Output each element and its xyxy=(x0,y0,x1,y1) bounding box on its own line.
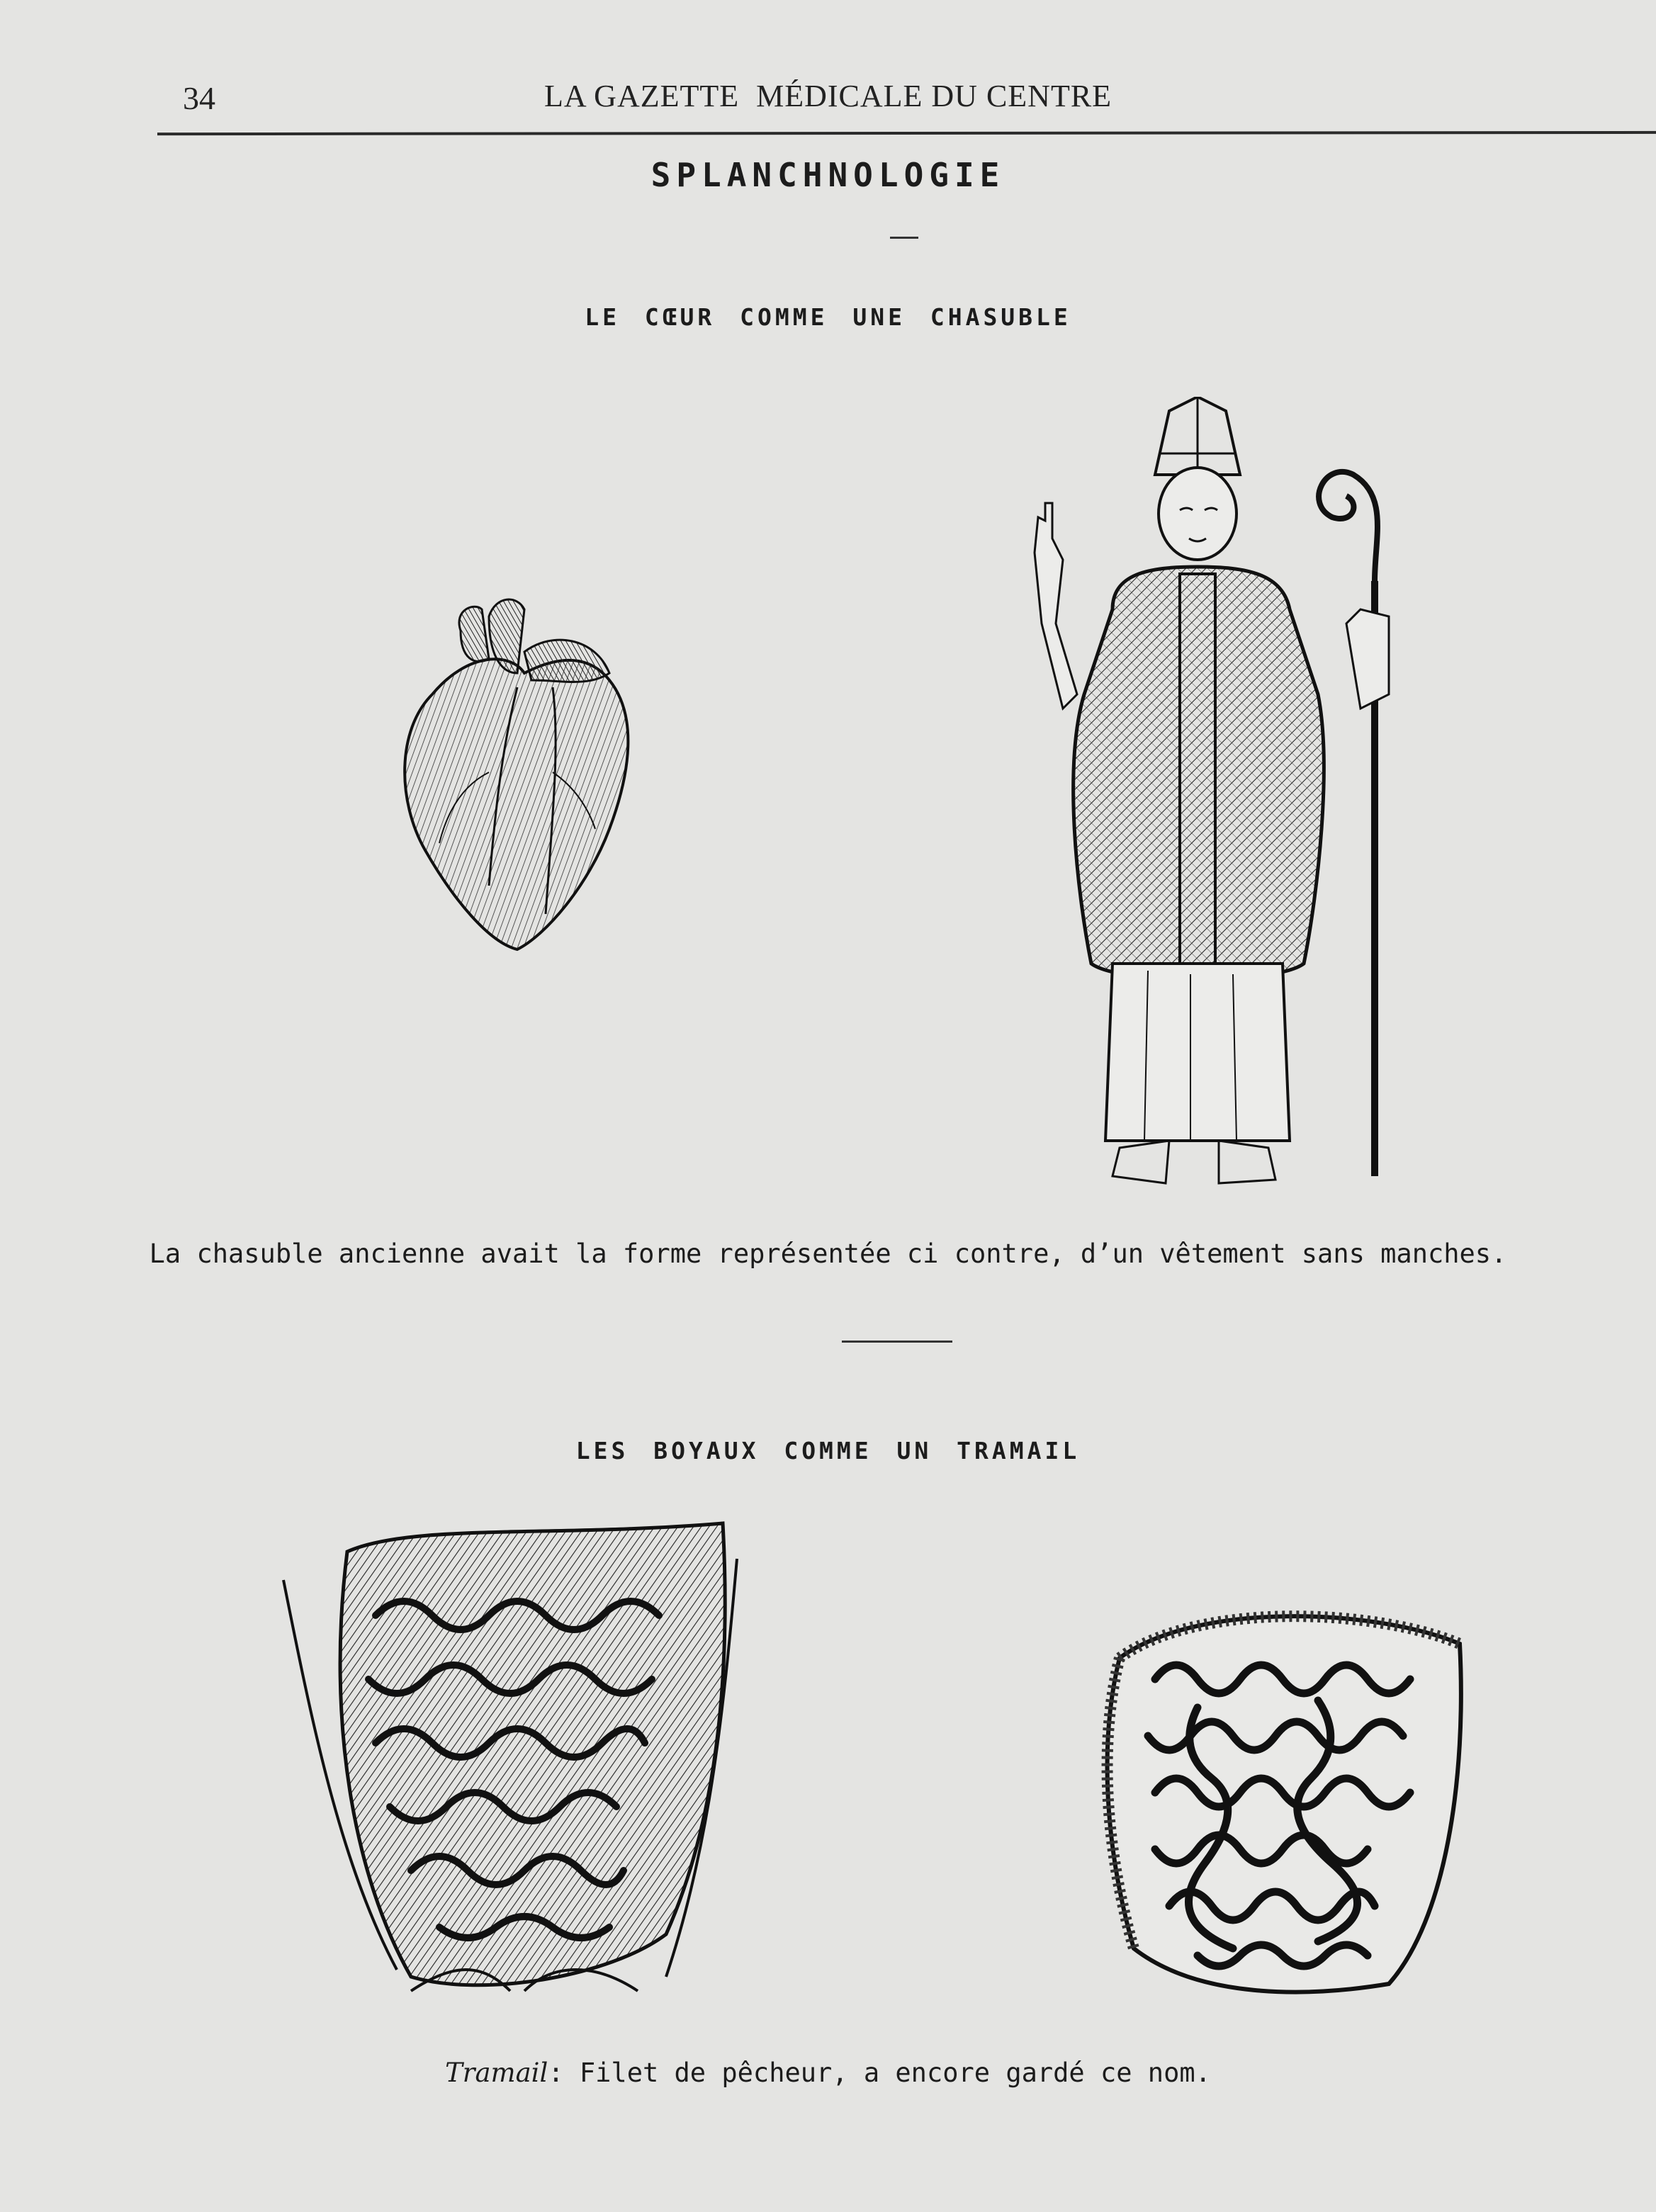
caption-tramail xyxy=(0,2058,1656,2088)
bishop-chasuble-illustration xyxy=(1006,397,1417,1190)
separator-rule xyxy=(842,1341,952,1343)
caption-term: Tramail xyxy=(445,2058,548,2088)
caption-definition: : Filet de pêcheur, a encore gardé ce nom. xyxy=(548,2058,1211,2088)
section-dash xyxy=(890,237,918,239)
heart-illustration xyxy=(383,588,652,957)
subsection-title-heart: LE CŒUR COMME UNE CHASUBLE xyxy=(585,303,1071,331)
caption-chasuble: La chasuble ancienne avait la forme représentée ci contre, d’un vêtement sans manches. xyxy=(149,1238,1507,1269)
intestines-net-illustration xyxy=(1091,1601,1474,1998)
header-rule xyxy=(157,131,1656,135)
intestines-abdomen-illustration xyxy=(269,1509,765,2005)
running-title: LA GAZETTE MÉDICALE DU CENTRE xyxy=(543,79,1113,113)
section-title: SPLANCHNOLOGIE xyxy=(650,156,1006,194)
page-number: 34 xyxy=(183,80,215,116)
subsection-title-intestines: LES BOYAUX COMME UN TRAMAIL xyxy=(575,1437,1081,1465)
